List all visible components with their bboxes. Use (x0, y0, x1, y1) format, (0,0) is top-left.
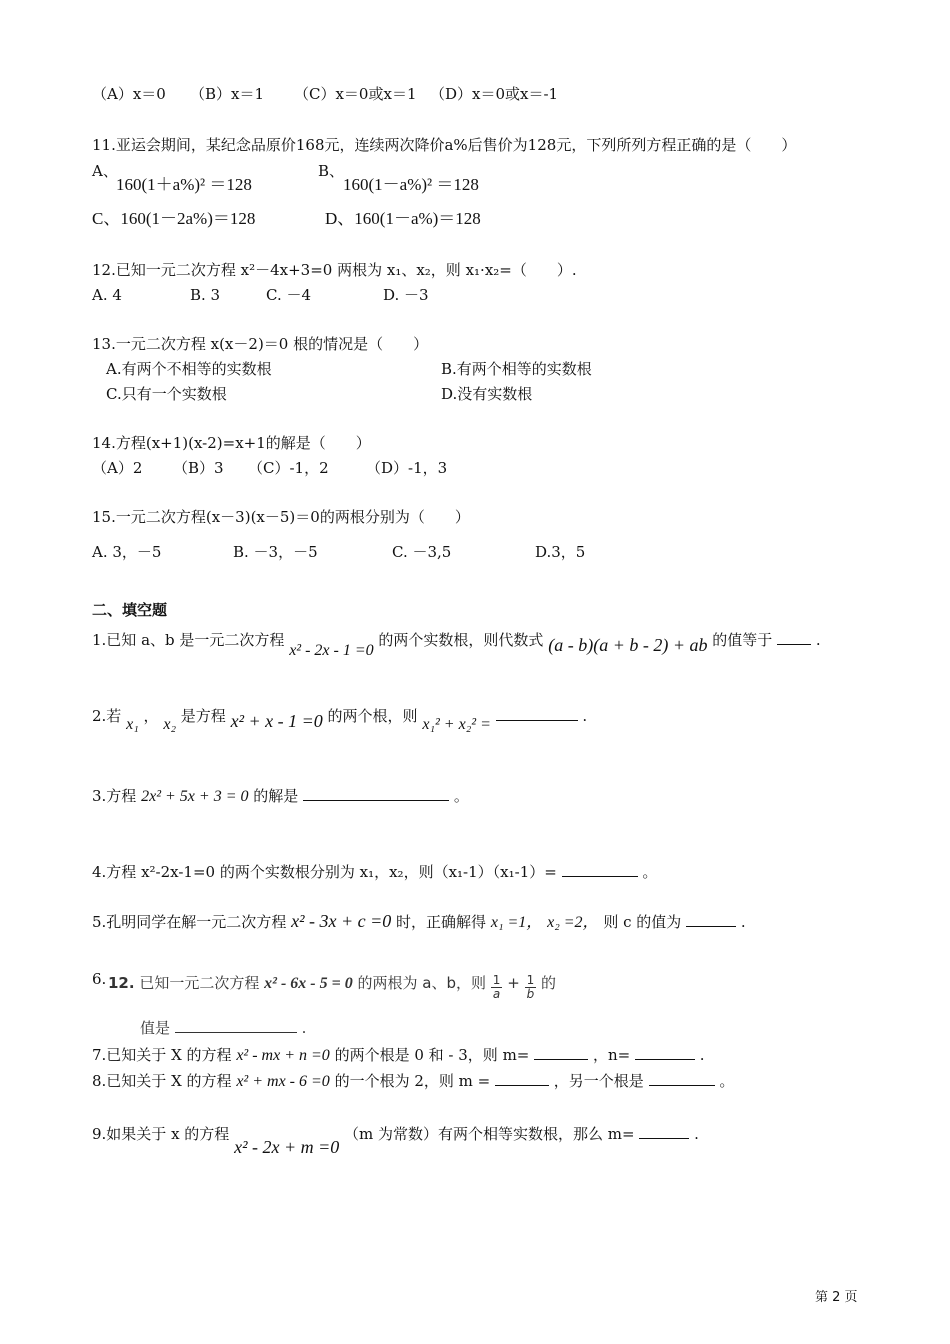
q11-option-d: D、160(1－a%)＝128 (325, 209, 481, 228)
fill-1-expression: (a - b)(a + b - 2) + ab (548, 635, 708, 655)
fill-6-frac1-num: 1 (492, 973, 501, 987)
q14-option-a: （A）2 (92, 459, 143, 477)
q14-option-d: （D）-1，3 (366, 459, 448, 477)
fill-5 (92, 912, 746, 931)
q14-stem: 14.方程(x+1)(x-2)=x+1的解是（ ） (92, 434, 371, 452)
fill-9-equation: x² - 2x + m =0 (234, 1137, 340, 1157)
fill-4 (92, 862, 657, 880)
fill-1-mid: 的两个实数根，则代数式 (378, 631, 544, 649)
fill-2-equation: x² + x - 1 =0 (230, 711, 323, 731)
q15-option-c: C. －3,5 (392, 543, 452, 561)
q13-option-d: D.没有实数根 (441, 385, 533, 403)
fill-4-end: 。 (642, 863, 658, 881)
q10-option-d: （D）x＝0或x＝-1 (430, 85, 559, 103)
fill-9-end: . (694, 1125, 699, 1143)
fill-6-frac1-den: a (492, 987, 501, 1002)
fill-8 (92, 1071, 734, 1090)
fill-7-equation: x² - mx + n =0 (236, 1047, 330, 1064)
q12-option-c: C. －4 (266, 286, 312, 304)
fill-1-end: . (815, 631, 821, 649)
fill-6-frac2-num: 1 (526, 973, 535, 987)
fill-9-pre: 9.如果关于 x 的方程 (92, 1125, 230, 1143)
fill-5-end: . (740, 913, 746, 931)
fill-6-answer-blank[interactable] (175, 1018, 297, 1033)
fill-6-scanned-question (108, 970, 556, 1002)
fill-5-post: 则 c 的值为 (603, 913, 682, 931)
q15-option-a: A. 3，－5 (92, 543, 162, 561)
q11-option-b: 160(1－a%)² ＝128 (343, 175, 479, 194)
fill-6-scan-post: 的 (540, 974, 556, 993)
fill-1-equation: x² - 2x - 1 =0 (289, 642, 374, 659)
fill-8-pre: 8.已知关于 X 的方程 (92, 1072, 232, 1090)
q11-stem: 11.亚运会期间，某纪念品原价168元，连续两次降价a%后售价为128元，下列所列方程正确的是（ ） (92, 136, 797, 154)
q10-option-b: （B）x＝1 (190, 85, 265, 103)
page-number: 第 2 页 (815, 1290, 858, 1305)
q10-option-a: （A）x＝0 (92, 85, 166, 103)
q14-option-c: （C）-1，2 (248, 459, 329, 477)
q15-stem: 15.一元二次方程(x－3)(x－5)＝0的两根分别为（ ） (92, 508, 470, 526)
fill-8-equation: x² + mx - 6 =0 (236, 1073, 330, 1090)
q15-option-b: B. －3，－5 (233, 543, 318, 561)
fill-4-answer-blank[interactable] (562, 862, 638, 877)
fill-5-answer-blank[interactable] (686, 912, 736, 927)
fill-3 (92, 786, 469, 805)
fill-7 (92, 1045, 705, 1064)
fill-7-n-blank[interactable] (635, 1045, 695, 1060)
fill-2-mid2: 的两个根，则 (327, 707, 418, 725)
fill-2-sep: ， (143, 707, 159, 725)
fill-9-answer-blank[interactable] (639, 1124, 689, 1139)
fill-5-equation: x² - 3x + c =0 (291, 911, 392, 931)
fill-6-scan-equation: x² - 6x - 5 = 0 (264, 975, 353, 993)
q13-option-c: C.只有一个实数根 (106, 385, 227, 403)
fill-8-end: 。 (719, 1072, 735, 1090)
fill-9-paren: （m 为常数）有两个相等实数根，那么 m= (344, 1125, 635, 1143)
fill-6-fraction-2 (525, 974, 537, 1001)
fill-6-frac2-den: b (526, 987, 535, 1002)
fill-6-fraction-1 (491, 974, 503, 1001)
fill-8-mid2: ，另一个根是 (553, 1072, 644, 1090)
fill-7-mid2: ，n= (592, 1046, 631, 1064)
q12-option-b: B. 3 (190, 286, 221, 304)
fill-6-scan-mid: 的两根为 a、b，则 (357, 974, 486, 993)
fill-6-number: 6. (92, 970, 107, 988)
q14-option-b: （B）3 (173, 459, 224, 477)
q11-option-a-label: A、 (92, 162, 118, 180)
q11-option-c: C、160(1－2a%)＝128 (92, 209, 256, 228)
fill-2-pre: 2.若 (92, 707, 122, 725)
fill-8-mid: 的一个根为 2，则 m = (334, 1072, 491, 1090)
fill-7-mid: 的两个根是 0 和 - 3，则 m= (334, 1046, 530, 1064)
fill-6-scan-text: 已知一元二次方程 (139, 974, 260, 993)
fill-4-text: 4.方程 x²-2x-1=0 的两个实数根分别为 x₁，x₂，则（x₁-1）（x₁-1）= (92, 863, 557, 881)
fill-3-pre: 3.方程 (92, 787, 137, 805)
fill-5-pre: 5.孔明同学在解一元二次方程 (92, 913, 287, 931)
q12-option-a: A. 4 (92, 286, 122, 304)
q10-option-c: （C）x＝0或x＝1 (294, 85, 417, 103)
fill-2-x2: x₂ (163, 716, 177, 733)
fill-6-line2-text: 值是 (140, 1019, 171, 1037)
fill-6-plus: + (507, 974, 520, 993)
q11-option-b-label: B、 (318, 162, 345, 180)
q13-option-a: A.有两个不相等的实数根 (106, 360, 272, 378)
fill-1-pre: 1.已知 a、b 是一元二次方程 (92, 631, 285, 649)
q13-stem: 13.一元二次方程 x(x－2)＝0 根的情况是（ ） (92, 335, 429, 353)
q12-stem: 12.已知一元二次方程 x²－4x+3=0 两根为 x₁、x₂，则 x₁·x₂=（ ）. (92, 261, 577, 279)
fill-2 (92, 706, 588, 733)
fill-5-mid: 时，正确解得 (396, 913, 487, 931)
fill-1-answer-blank[interactable] (777, 630, 811, 645)
q12-option-d: D. －3 (383, 286, 429, 304)
fill-3-post: 的解是 (253, 787, 299, 805)
fill-7-pre: 7.已知关于 X 的方程 (92, 1046, 232, 1064)
fill-7-m-blank[interactable] (534, 1045, 588, 1060)
fill-5-root-2: x₂ =2， (547, 914, 599, 931)
fill-9 (92, 1124, 699, 1157)
fill-8-root-blank[interactable] (649, 1071, 715, 1086)
fill-2-end: . (582, 707, 588, 725)
fill-5-root-1: x₁ =1， (490, 914, 543, 931)
fill-2-expression: x₁² + x₂² = (422, 716, 491, 733)
fill-7-end: . (699, 1046, 705, 1064)
fill-2-answer-blank[interactable] (496, 706, 578, 721)
fill-8-m-blank[interactable] (495, 1071, 549, 1086)
fill-1-post: 的值等于 (712, 631, 773, 649)
fill-6-line2-end: . (301, 1019, 307, 1037)
fill-3-equation: 2x² + 5x + 3 = 0 (141, 788, 249, 805)
q13-option-b: B.有两个相等的实数根 (441, 360, 592, 378)
fill-6-line-2 (140, 1018, 306, 1036)
fill-3-answer-blank[interactable] (303, 786, 449, 801)
section-heading: 二、填空题 (92, 601, 168, 619)
q15-option-d: D.3，5 (535, 543, 586, 561)
q11-option-a: 160(1＋a%)² ＝128 (116, 175, 252, 194)
fill-2-x1: x₁ (126, 716, 139, 733)
fill-2-mid: 是方程 (180, 707, 226, 725)
fill-1 (92, 630, 821, 659)
fill-6-scan-number: 12. (108, 974, 135, 993)
fill-3-end: 。 (453, 787, 469, 805)
